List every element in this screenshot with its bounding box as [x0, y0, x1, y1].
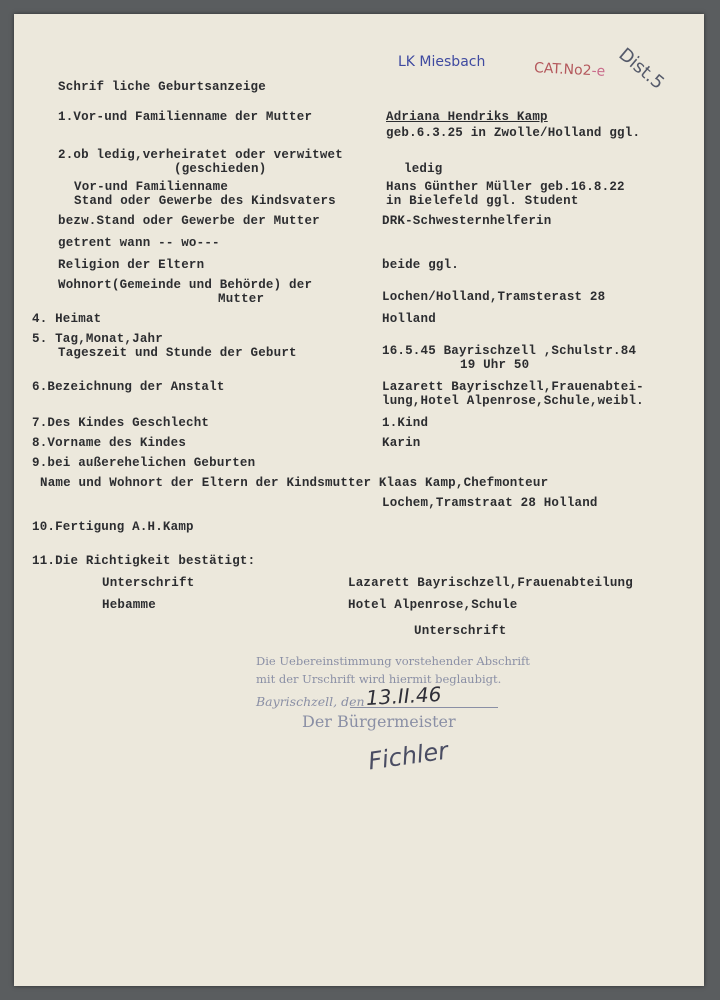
- row-label: 11.Die Richtigkeit bestätigt:: [32, 554, 256, 568]
- certification-line: mit der Urschrift wird hiermit beglaubigt.: [256, 672, 502, 686]
- mayor-title: Der Bürgermeister: [302, 712, 456, 731]
- row-label: bezw.Stand oder Gewerbe der Mutter: [58, 214, 320, 228]
- row-value: DRK-Schwesternhelferin: [382, 214, 552, 228]
- row-label: 7.Des Kindes Geschlecht: [32, 416, 210, 430]
- row-value: Lochen/Holland,Tramsterast 28: [382, 290, 606, 304]
- row-value: Lazarett Bayrischzell,Frauenabtei-: [382, 380, 644, 394]
- row-value: Lazarett Bayrischzell,Frauenabteilung: [348, 576, 633, 590]
- row-label: Wohnort(Gemeinde und Behörde) der: [58, 278, 313, 292]
- row-label: Unterschrift: [102, 576, 195, 590]
- row-label: Vor-und Familienname: [74, 180, 229, 194]
- certification-place: Bayrischzell, den: [256, 694, 365, 709]
- cat-suffix: -e: [591, 63, 606, 80]
- row-value: Lochem,Tramstraat 28 Holland: [382, 496, 598, 510]
- row-label: Tageszeit und Stunde der Geburt: [58, 346, 297, 360]
- row-value: lung,Hotel Alpenrose,Schule,weibl.: [382, 394, 644, 408]
- row-label: 2.ob ledig,verheiratet oder verwitwet: [58, 148, 343, 162]
- mayor-signature: Fichler: [366, 736, 450, 776]
- row-value: beide ggl.: [382, 258, 460, 272]
- row-value: 1.Kind: [382, 416, 429, 430]
- row-value: ledig: [404, 162, 443, 176]
- certification-date: 13.II.46: [365, 682, 442, 710]
- row-value: geb.6.3.25 in Zwolle/Holland ggl.: [386, 126, 641, 140]
- row-label: (geschieden): [174, 162, 267, 176]
- row-label: 10.Fertigung A.H.Kamp: [32, 520, 194, 534]
- row-label: Religion der Eltern: [58, 258, 205, 272]
- cat-annotation: [534, 60, 606, 80]
- row-label: 8.Vorname des Kindes: [32, 436, 187, 450]
- row-value: Hotel Alpenrose,Schule: [348, 598, 518, 612]
- row-label: Name und Wohnort der Eltern der Kindsmutter Klaas Kamp,Chefmonteur: [40, 476, 549, 490]
- row-label: 6.Bezeichnung der Anstalt: [32, 380, 225, 394]
- row-label: getrent wann -- wo---: [58, 236, 220, 250]
- row-label: Mutter: [218, 292, 265, 306]
- certification-line: Die Uebereinstimmung vorstehender Abschrift: [256, 654, 530, 668]
- row-value: in Bielefeld ggl. Student: [386, 194, 579, 208]
- row-label: Hebamme: [102, 598, 156, 612]
- doc-title: Schrif liche Geburtsanzeige: [58, 80, 266, 94]
- row-value: Holland: [382, 312, 436, 326]
- row-value: 19 Uhr 50: [460, 358, 530, 372]
- row-value: Unterschrift: [414, 624, 507, 638]
- document-page: [14, 14, 704, 986]
- row-label: 4. Heimat: [32, 312, 102, 326]
- row-label: 1.Vor-und Familienname der Mutter: [58, 110, 313, 124]
- row-value: Karin: [382, 436, 421, 450]
- cat-number: CAT.No2: [533, 60, 592, 80]
- dist-annotation: Dist.5: [614, 44, 669, 94]
- row-value: 16.5.45 Bayrischzell ,Schulstr.84: [382, 344, 637, 358]
- row-label: 9.bei außerehelichen Geburten: [32, 456, 256, 470]
- row-label: Stand oder Gewerbe des Kindsvaters: [74, 194, 336, 208]
- row-value: Hans Günther Müller geb.16.8.22: [386, 180, 625, 194]
- row-label: 5. Tag,Monat,Jahr: [32, 332, 163, 346]
- office-annotation: LK Miesbach: [398, 54, 486, 70]
- row-value: Adriana Hendriks Kamp: [386, 110, 548, 124]
